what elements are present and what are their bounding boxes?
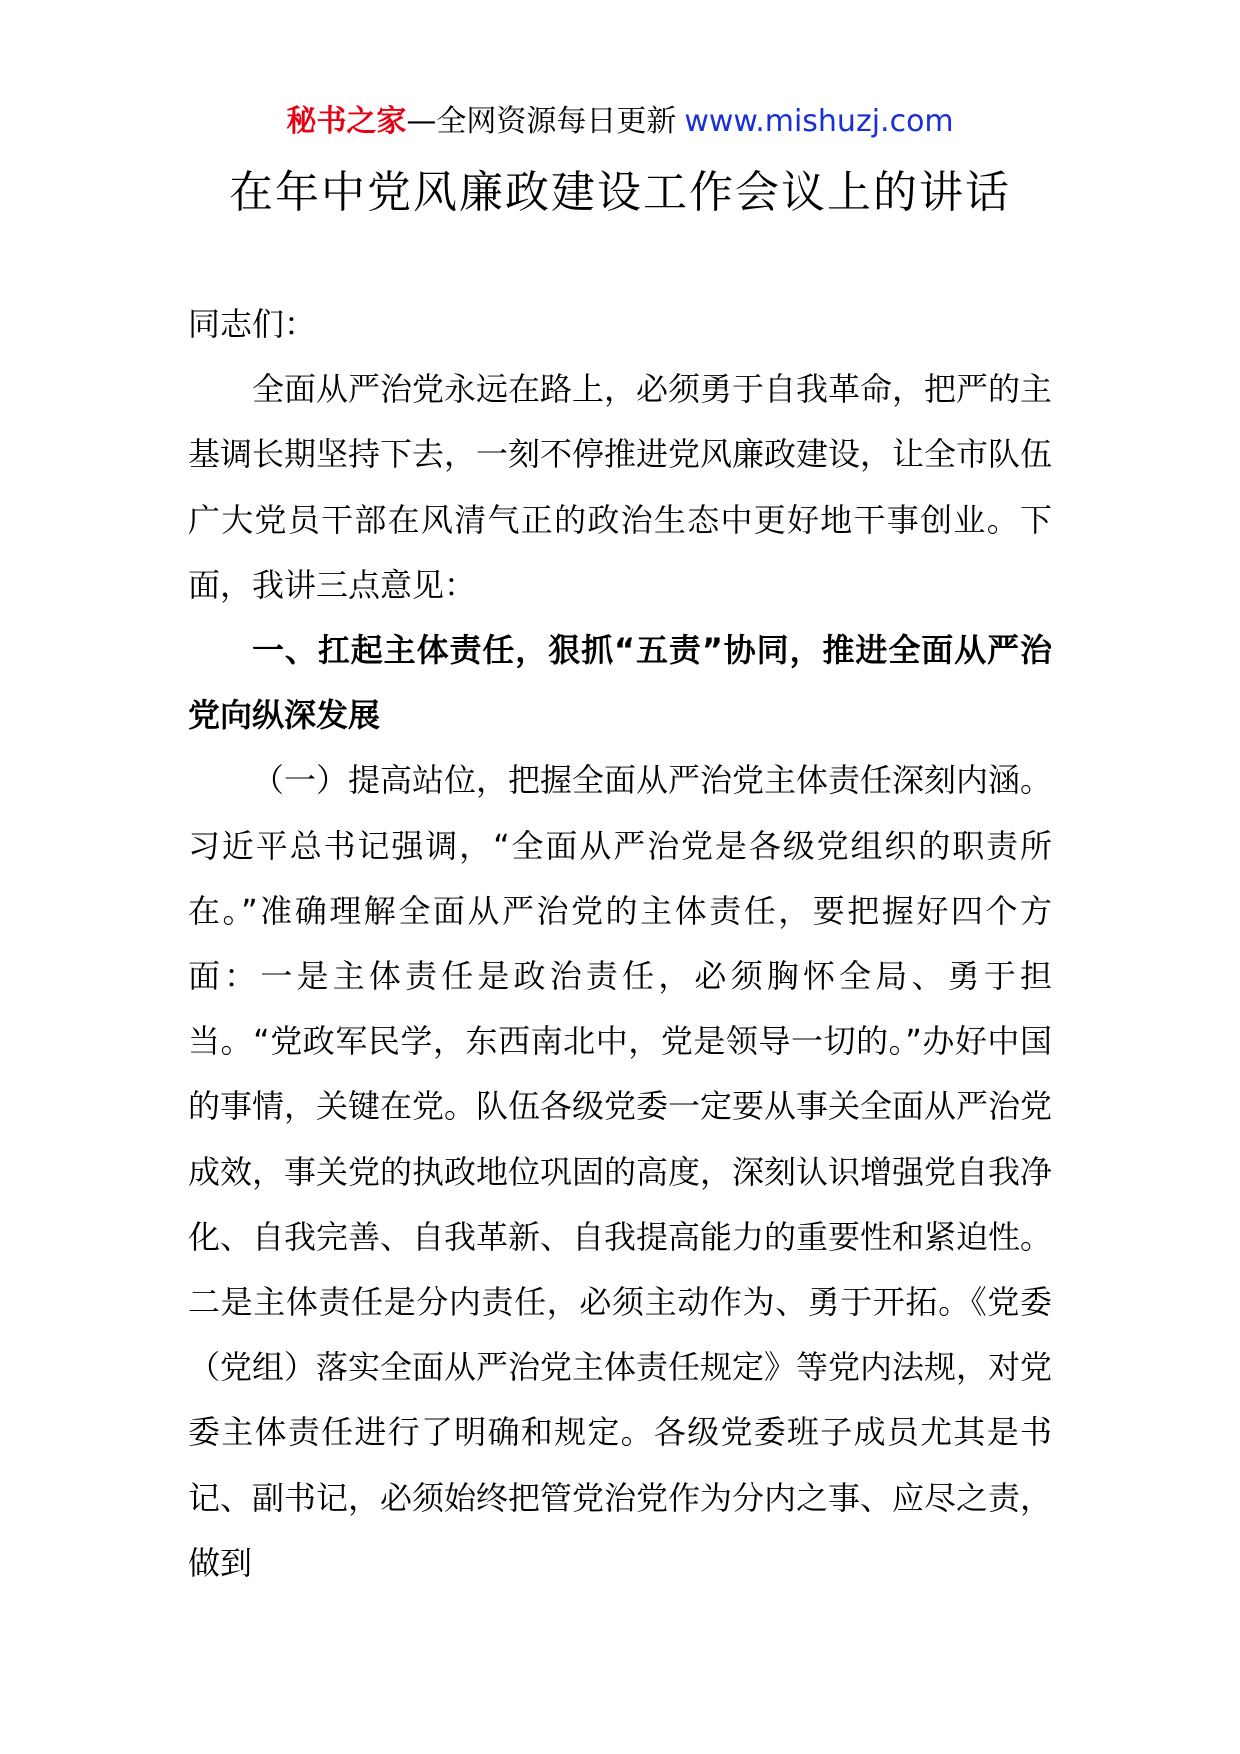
document-body (188, 292, 1052, 1596)
site-link[interactable]: www.mishuzj.com (684, 104, 954, 139)
site-banner (0, 102, 1240, 142)
document-title: 在年中党风廉政建设工作会议上的讲话 (229, 167, 1011, 218)
banner-slogan: —全网资源每日更新 (406, 104, 677, 139)
brand-name: 秘书之家 (286, 104, 407, 139)
section-heading: 一、扛起主体责任，狠抓“五责”协同，推进全面从严治党向纵深发展 (188, 631, 1052, 735)
intro-paragraph: 全面从严治党永远在路上，必须勇于自我革命，把严的主基调长期坚持下去，一刻不停推进党风廉政建设，让全市队伍广大党员干部在风清气正的政治生态中更好地干事创业。下面，我讲三点意见： (188, 370, 1053, 604)
greeting: 同志们： (188, 305, 317, 343)
body-paragraph: （一）提高站位，把握全面从严治党主体责任深刻内涵。习近平总书记强调，“全面从严治党是各级党组织的职责所在。”准确理解全面从严治党的主体责任，要把握好四个方面：一是主体责任是政治责任，必须胸怀全局、勇于担当。“党政军民学，东西南北中，党是领导一切的。”办好中国的事情，关键在党。队伍各级党委一定要从事关全面从严治党成效，事关党的执政地位巩固的高度，深刻认识增强党自我净化、自我完善、自我革新、自我提高能力的重要性和紧迫性。二是主体责任是分内责任，必须主动作为、勇于开拓。《党委（党组）落实全面从严治党主体责任规定》等党内法规，对党委主体责任进行了明确和规定。各级党委班子成员尤其是书记、副书记，必须始终把管党治党作为分内之事、应尽之责，做到 (188, 761, 1053, 1582)
